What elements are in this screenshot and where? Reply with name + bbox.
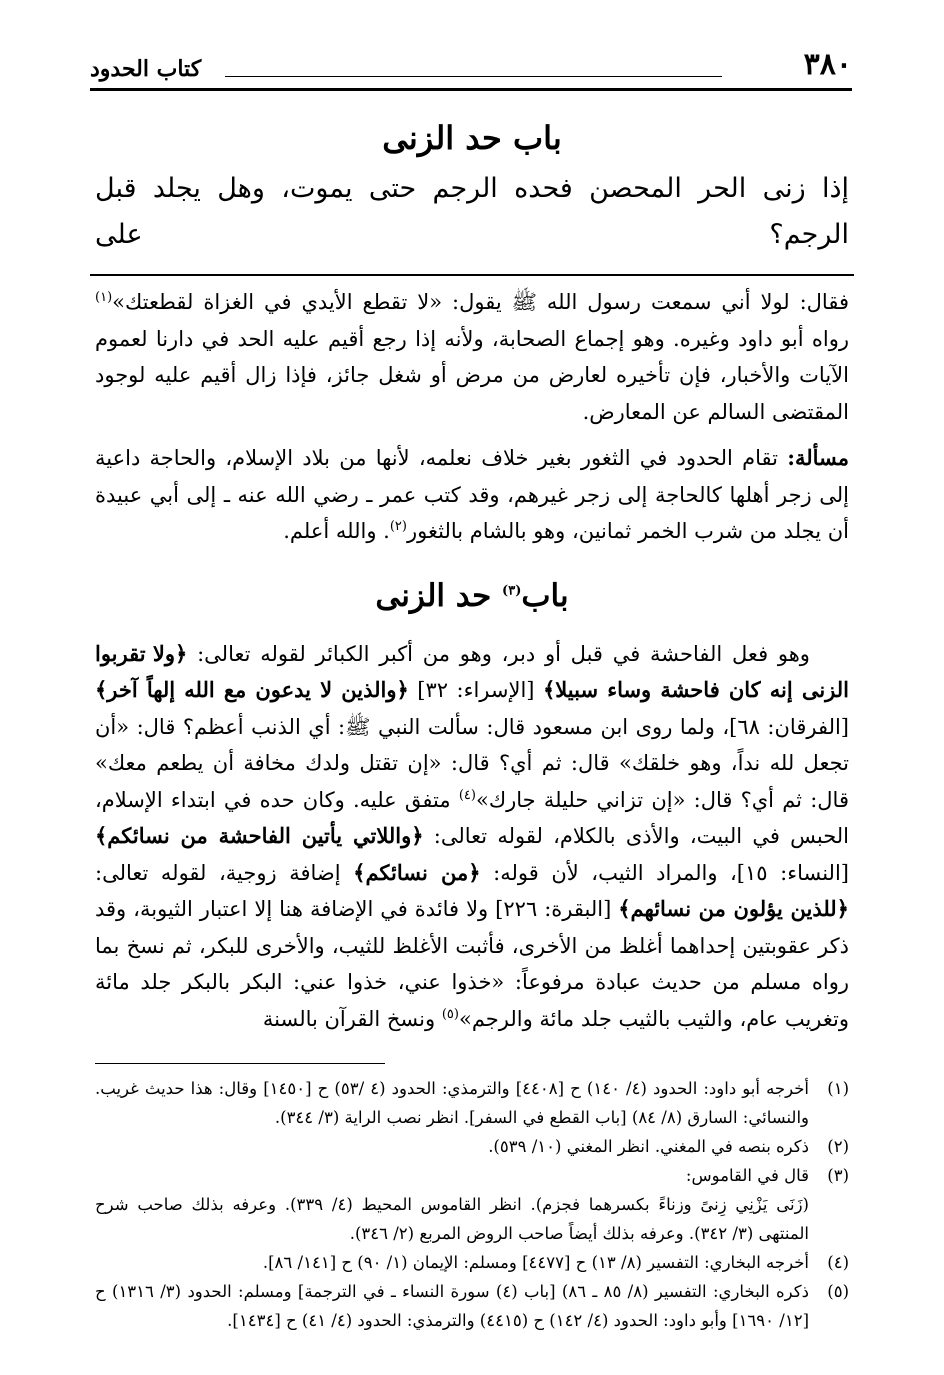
heading-word: باب [521, 577, 569, 614]
footnote-number: (٤) [827, 1253, 849, 1272]
footnote-text: أخرجه البخاري: التفسير (٨/ ١٣) ح [٤٤٧٧] ومسلم: الإيمان (١/ ٩٠) ح [١٤١/ ٨٦]. [262, 1253, 809, 1272]
quran-quote: ﴿والذين لا يدعون مع الله إلهاً آخر﴾ [95, 677, 409, 702]
paragraph-text: فقال: لولا أني سمعت رسول الله ﷺ يقول: «لا تقطع الأيدي في الغزاة لقطعتك» [112, 290, 849, 314]
text-run: وهو فعل الفاحشة في قبل أو دبر، وهو من أكبر الكبائر لقوله تعالى: [187, 641, 810, 666]
paragraph-text: . والله أعلم. [283, 519, 390, 543]
quran-quote: ﴿للذين يؤلون من نسائهم﴾ [618, 896, 849, 921]
footnote-number: (١) [827, 1079, 849, 1098]
footnote-ref: (٥) [441, 1006, 459, 1022]
footnote [95, 1132, 849, 1161]
paragraph [95, 284, 849, 430]
running-head [90, 48, 852, 92]
footnote-number: (٢) [827, 1137, 849, 1156]
text-run: متفق عليه. وكان حده في ابتداء الإسلام، الحبس في البيت، والأذى بالكلام، لقوله تعالى: [95, 787, 850, 848]
text-run: ونسخ القرآن بالسنة [262, 1006, 442, 1031]
footnote-number: (٥) [827, 1282, 849, 1301]
footnote-number [809, 1190, 849, 1248]
text-run: [النساء: ١٥]، والمراد الثيب، لأن قوله: [480, 860, 849, 885]
footnote-text: ذكره البخاري: التفسير (٨/ ٨٥ ـ ٨٦) [باب (٤) سورة النساء ـ في الترجمة] ومسلم: الحدود (٣/ ١٣١٦) ح [١٢/ ١٦٩٠] وأبو داود: الحدود (٤/ ١٤٢) ح (٤٤١٥) والترمذي: الحدود (٤/ ٤١) ح [١٤٣٤]. [95, 1282, 809, 1330]
footnote-text: (زَنَى يَزْنِي زِنىً وزناءً بكسرهما فجزم). انظر القاموس المحيط (٤/ ٣٣٩). وعرفه بذلك صاحب شرح المنتهى (٣/ ٣٤٢). وعرفه بذلك أيضاً صاحب الروض المربع (٢/ ٣٤٦). [95, 1195, 809, 1243]
book-title: كتاب الحدود [90, 56, 202, 82]
paragraph-text: تقام الحدود في الثغور بغير خلاف نعلمه، لأنها من بلاد الإسلام، والحاجة داعية إلى زجر أهلها كالحاجة إلى زجر غيرهم، وقد كتب عمر ـ رضي الله عنه ـ إلى أبي عبيدة أن يجلد من شرب الخمر ثمانين، وهو بالشام بالثغور [95, 446, 849, 543]
footnotes [95, 1074, 849, 1335]
quran-quote: ﴿ولا تقربوا الزنى إنه كان فاحشة وساء سبيلا﴾ [95, 640, 850, 702]
section-divider [90, 274, 854, 276]
main-paragraph [95, 636, 849, 1038]
spacer [95, 430, 849, 440]
footnote-number: (٣) [827, 1166, 849, 1185]
footnote-text: قال في القاموس: [685, 1166, 809, 1185]
page-number: ٣٨٠ [803, 47, 852, 82]
footnote-ref: (١) [95, 290, 113, 305]
chapter-subtitle: إذا زنى الحر المحصن فحده الرجم حتى يموت، وهل يجلد قبل الرجم؟ على [95, 173, 849, 250]
footnote [95, 1161, 849, 1190]
masala-paragraph [95, 440, 849, 550]
quran-quote: ﴿من نسائكم﴾ [353, 859, 481, 885]
section-heading [95, 570, 849, 622]
text-run: [الفرقان: ٦٨]، ولما روى ابن مسعود قال: سألت النبي ﷺ: أي الذنب أعظم؟ قال: «أن تجعل لله نداً، وهو خلقك» قال: ثم أي؟ قال: «إن تقتل ولدك مخافة أن يطعم معك» قال: ثم أي؟ قال: «إن تزاني حليلة جارك» [95, 714, 849, 812]
main-text [95, 112, 849, 1335]
text-run: [الإسراء: ٣٢] [408, 678, 543, 702]
footnote-rule [95, 1063, 385, 1064]
masala-label: مسألة: [787, 445, 849, 470]
footnote-text: ذكره بنصه في المغني. انظر المغني (١٠/ ٥٣٩). [488, 1137, 809, 1156]
footnote-ref: (٢) [389, 519, 407, 534]
footnote [95, 1277, 849, 1335]
header-rule-bold [90, 88, 852, 91]
footnote-text: أخرجه أبو داود: الحدود (٤/ ١٤٠) ح [٤٤٠٨] والترمذي: الحدود (٤ /٥٣) ح [١٤٥٠] وقال: هذا حديث غريب. والنسائي: السارق (٨/ ٨٤) [باب القطع في السفر]. انظر نصب الراية (٣/ ٣٤٤). [95, 1079, 810, 1127]
header-rule [225, 76, 722, 77]
footnote-ref: (٤) [458, 787, 476, 803]
footnote [95, 1248, 849, 1277]
footnote-ref: (٣) [502, 583, 522, 599]
heading-rest: حد الزنى [375, 577, 492, 614]
text-run: إضافة زوجية، لقوله تعالى: [95, 860, 354, 885]
paragraph-text: رواه أبو داود وغيره. وهو إجماع الصحابة، ولأنه إذا رجع أقيم عليه الحد في دارنا لعموم الآيات والأخبار، فإن تأخيره لعارض من مرض أو شغل جائز، فإذا زال أقيم عليه لوجود المقتضى السالم عن المعارض. [95, 326, 849, 424]
footnote [95, 1190, 849, 1248]
chapter-heading: باب حد الزنى [382, 119, 562, 157]
footnote [95, 1074, 849, 1132]
quran-quote: ﴿واللاتي يأتين الفاحشة من نسائكم﴾ [95, 823, 424, 848]
text-run: [البقرة: ٢٢٦] ولا فائدة في الإضافة هنا إلا اعتبار الثيوبة، وقد ذكر عقوبتين إحداهما أغلظ من الأخرى، فأثبت الأغلظ للثيب، والأخرى للبكر، ثم نسخ بما رواه مسلم من حديث عبادة مرفوعاً: «خذوا عني، خذوا عني: البكر بالبكر جلد مائة وتغريب عام، والثيب بالثيب جلد مائة والرجم» [95, 897, 849, 1031]
